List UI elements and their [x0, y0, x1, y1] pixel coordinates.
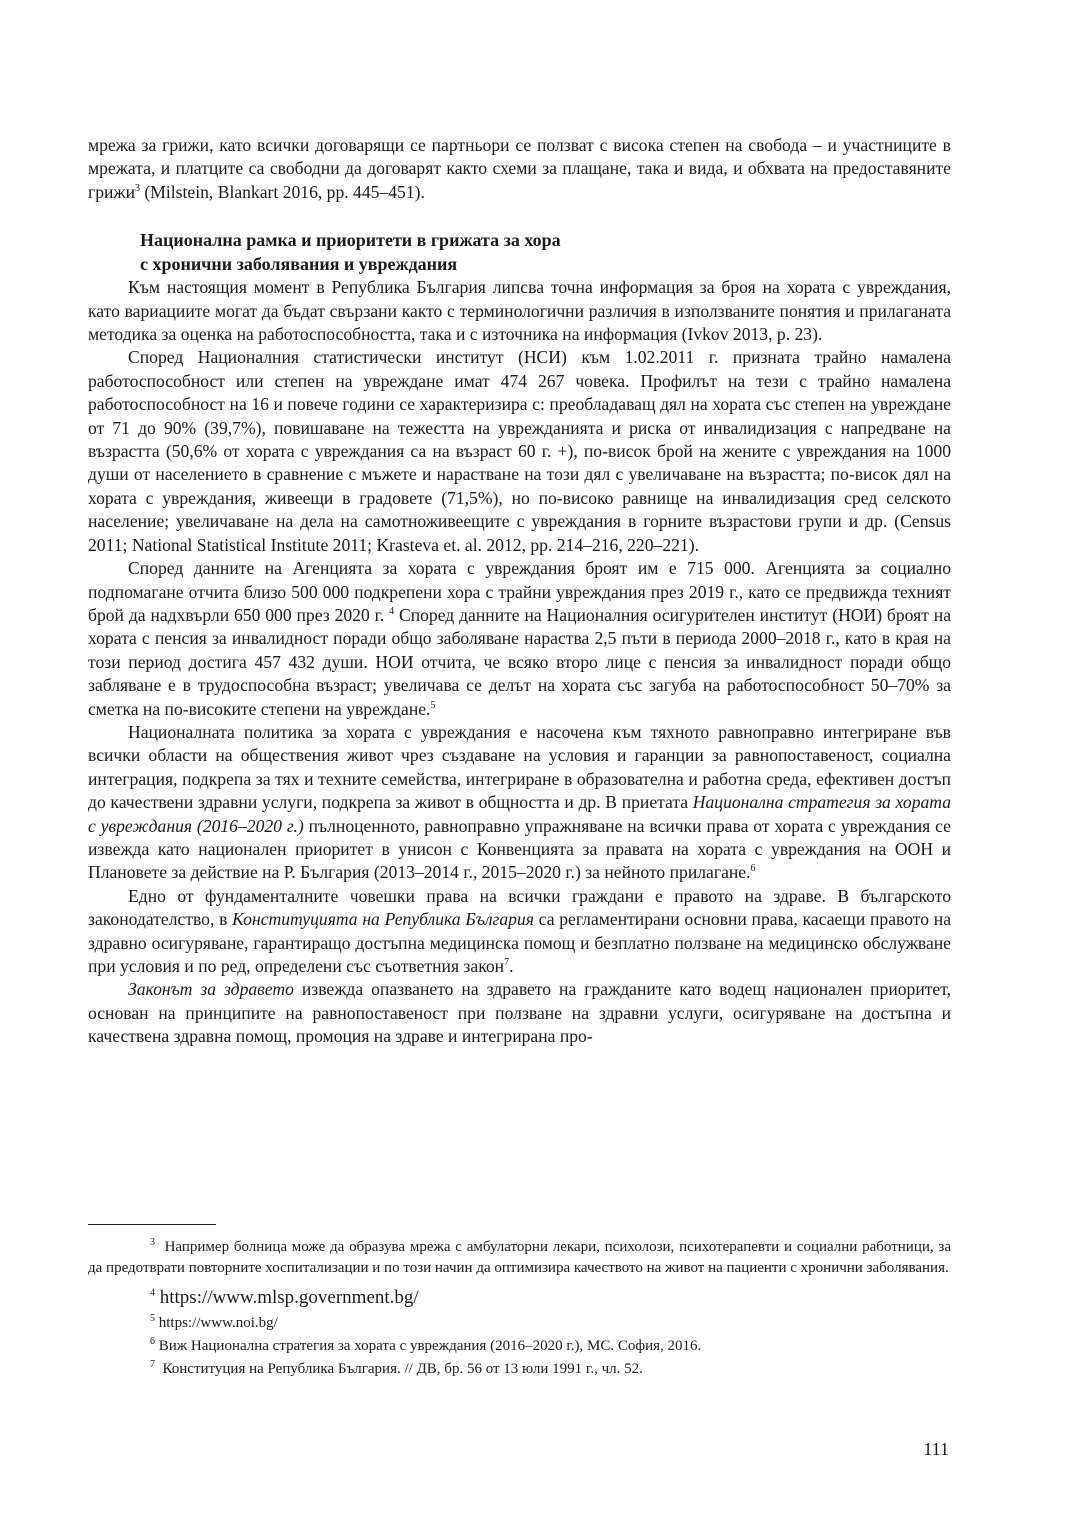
footnote-text: Виж Национална стратегия за хората с увреждания (2016–2020 г.), МС. София, 2016. [158, 1338, 702, 1354]
paragraph-text: пълноценното, равноправно упражняване на всички права от хората с увреждания се извежда като национален приоритет в унисон с Конвенцията за правата на хората с увреждания на ООН и Плановете за действие на Р. България (2013–2014 г., 2015–2020 г.) за нейното прилагане. [88, 815, 951, 883]
paragraph: Към настоящия момент в Република България липсва точна информация за броя на хората с увреждания, като вариациите могат да бъдат свързани както с терминологични различия в използваните понятия и прилаганата методика за оценка на работоспособността, така и с източника на информация (Ivkov 2013, p. 23). [88, 277, 951, 345]
footnote-link[interactable]: https://www.noi.bg/ [158, 1315, 278, 1331]
footnote-text: Например болница може да образува мрежа с амбулаторни лекари, психолози, психотерапевти и социални работници, за да предотврати повторните хоспитализации и по този начин да оптимизира качеството на живот на пациенти с хронични заболявания. [88, 1239, 951, 1276]
paragraph-continuation [88, 134, 951, 204]
footnote-number: 3 [150, 1237, 155, 1248]
footnote-number: 6 [150, 1336, 155, 1347]
paragraph-text: извежда опазването на здравето на гражданите като водещ национален приоритет, основан на принципите на равнопоставеност при ползване на здравни услуги, осигуряване на достъпна и качествена здравна помощ, промоция на здраве и интегрирана про- [88, 979, 952, 1047]
paragraph [88, 978, 951, 1048]
paragraph-text: Националната политика за хората с увреждания е насочена към тяхното равноправно интегриране във всички области на обществения живот чрез създаване на условия и гаранции за равнопоставеност, социална интеграция, подкрепа за тях и техните семейства, интегриране в образователна и работна среда, ефективен достъп до качествени здравни услуги, подкрепа за живот в общността и др. В приетата [88, 721, 951, 813]
footnote-text: Конституция на Република България. // ДВ, бр. 56 от 13 юли 1991 г., чл. 52. [162, 1361, 643, 1377]
footnote-ref-6[interactable]: 6 [750, 863, 756, 875]
page-body [88, 134, 951, 1049]
footnote-7 [88, 1359, 951, 1380]
paragraph [88, 557, 951, 721]
paragraph-text: . [509, 956, 514, 976]
paragraph-text: (Milstein, Blankart 2016, pp. 445–451). [140, 181, 425, 202]
footnote-ref-5[interactable]: 5 [430, 699, 436, 711]
paragraph-text: мрежа за грижи, като всички договарящи се партньори се ползват с висока степен на свобода – и участниците в мрежата, и платците са свободни да договарят както схеми за плащане, така и вида, и обхвата на предоставяните грижи [88, 135, 951, 202]
paragraph-text: Едно от фундаменталните човешки права на всички граждани е правото на здраве. В българското законодателство, в [88, 885, 951, 930]
page-number: 111 [923, 1439, 949, 1459]
paragraph: Според Националния статистически институт (НСИ) към 1.02.2011 г. призната трайно намалена работоспособност или степен на увреждане имат 474 267 човека. Профилът на тези с трайно намалена работоспособност на 16 и повече години се характеризира с: преобладаващ дял на хората със степен на увреждане от 71 до 90% (39,7%), повишаване на тежестта на уврежданията и риска от инвалидизация с напредване на възрастта (50,6% от хората с увреждания са на възраст 60 г. +), по-висок брой на жените с увреждания на 1000 души от населението в сравнение с мъжете и нарастване на този дял с увеличаване на възрастта; по-висок дял на хората с увреждания, живеещи в градовете (71,5%), но по-високо равнище на инвалидизация сред селското население; увеличаване на дела на самотноживеещите с увреждания в горните възрастови групи и др. (Census 2011; National Statistical Institute 2011; Krasteva et. al. 2012, pp. 214–216, 220–221). [88, 347, 951, 555]
footnote-divider [88, 1224, 216, 1225]
section-heading [88, 228, 951, 276]
italic-title: Конституцията на Република България [232, 909, 534, 930]
italic-title: Законът за здравето [128, 979, 294, 1000]
heading-line: с хронични заболявания и увреждания [140, 254, 458, 275]
footnote-ref-4[interactable]: 4 [389, 606, 395, 618]
paragraph-text: са регламентирани основни права, касаещи правото на здравно осигуряване, гарантиращо достъпна медицинска помощ и безплатно ползване на медицинско обслужване при условия и по ред, определени със съответния закон [88, 909, 951, 976]
footnote-number: 4 [150, 1287, 155, 1299]
footnote-number: 7 [150, 1359, 155, 1370]
footnote-6 [88, 1336, 951, 1357]
footnote-3 [88, 1237, 951, 1279]
paragraph [88, 885, 951, 979]
footnote-5 [88, 1313, 951, 1334]
footnotes [88, 1224, 951, 1380]
paragraph-text: Според данните на Агенцията за хората с увреждания броят им е 715 000. Агенцията за социално подпомагане отчита близо 500 000 подкрепени хора с трайни увреждания през 2019 г., като се предвижда техният брой да надхвърли 650 000 през 2020 г. [88, 558, 951, 625]
footnote-ref-3[interactable]: 3 [135, 182, 140, 194]
italic-title: Национална стратегия за хората с увреждания (2016–2020 г.) [88, 792, 952, 836]
footnote-4 [88, 1285, 951, 1311]
footnote-number: 5 [150, 1313, 155, 1324]
footnote-link[interactable]: https://www.mlsp.government.bg/ [159, 1287, 419, 1308]
heading-line: Национална рамка и приоритети в грижата за хора [140, 230, 561, 251]
paragraph-text: Според данните на Националния осигурителен институт (НОИ) броят на хората с пенсия за инвалидност поради общо заболяване нараства 2,5 пъти в периода 2000–2018 г., като в края на този период достига 457 432 души. НОИ отчита, че всяко второ лице с пенсия за инвалидност поради общо забляване е в трудоспособна възраст; увеличава се делът на хората със загуба на работоспособност 50–70% за сметка на по-високите степени на увреждане. [88, 604, 952, 719]
paragraph [88, 721, 951, 885]
footnote-ref-7[interactable]: 7 [504, 957, 510, 969]
